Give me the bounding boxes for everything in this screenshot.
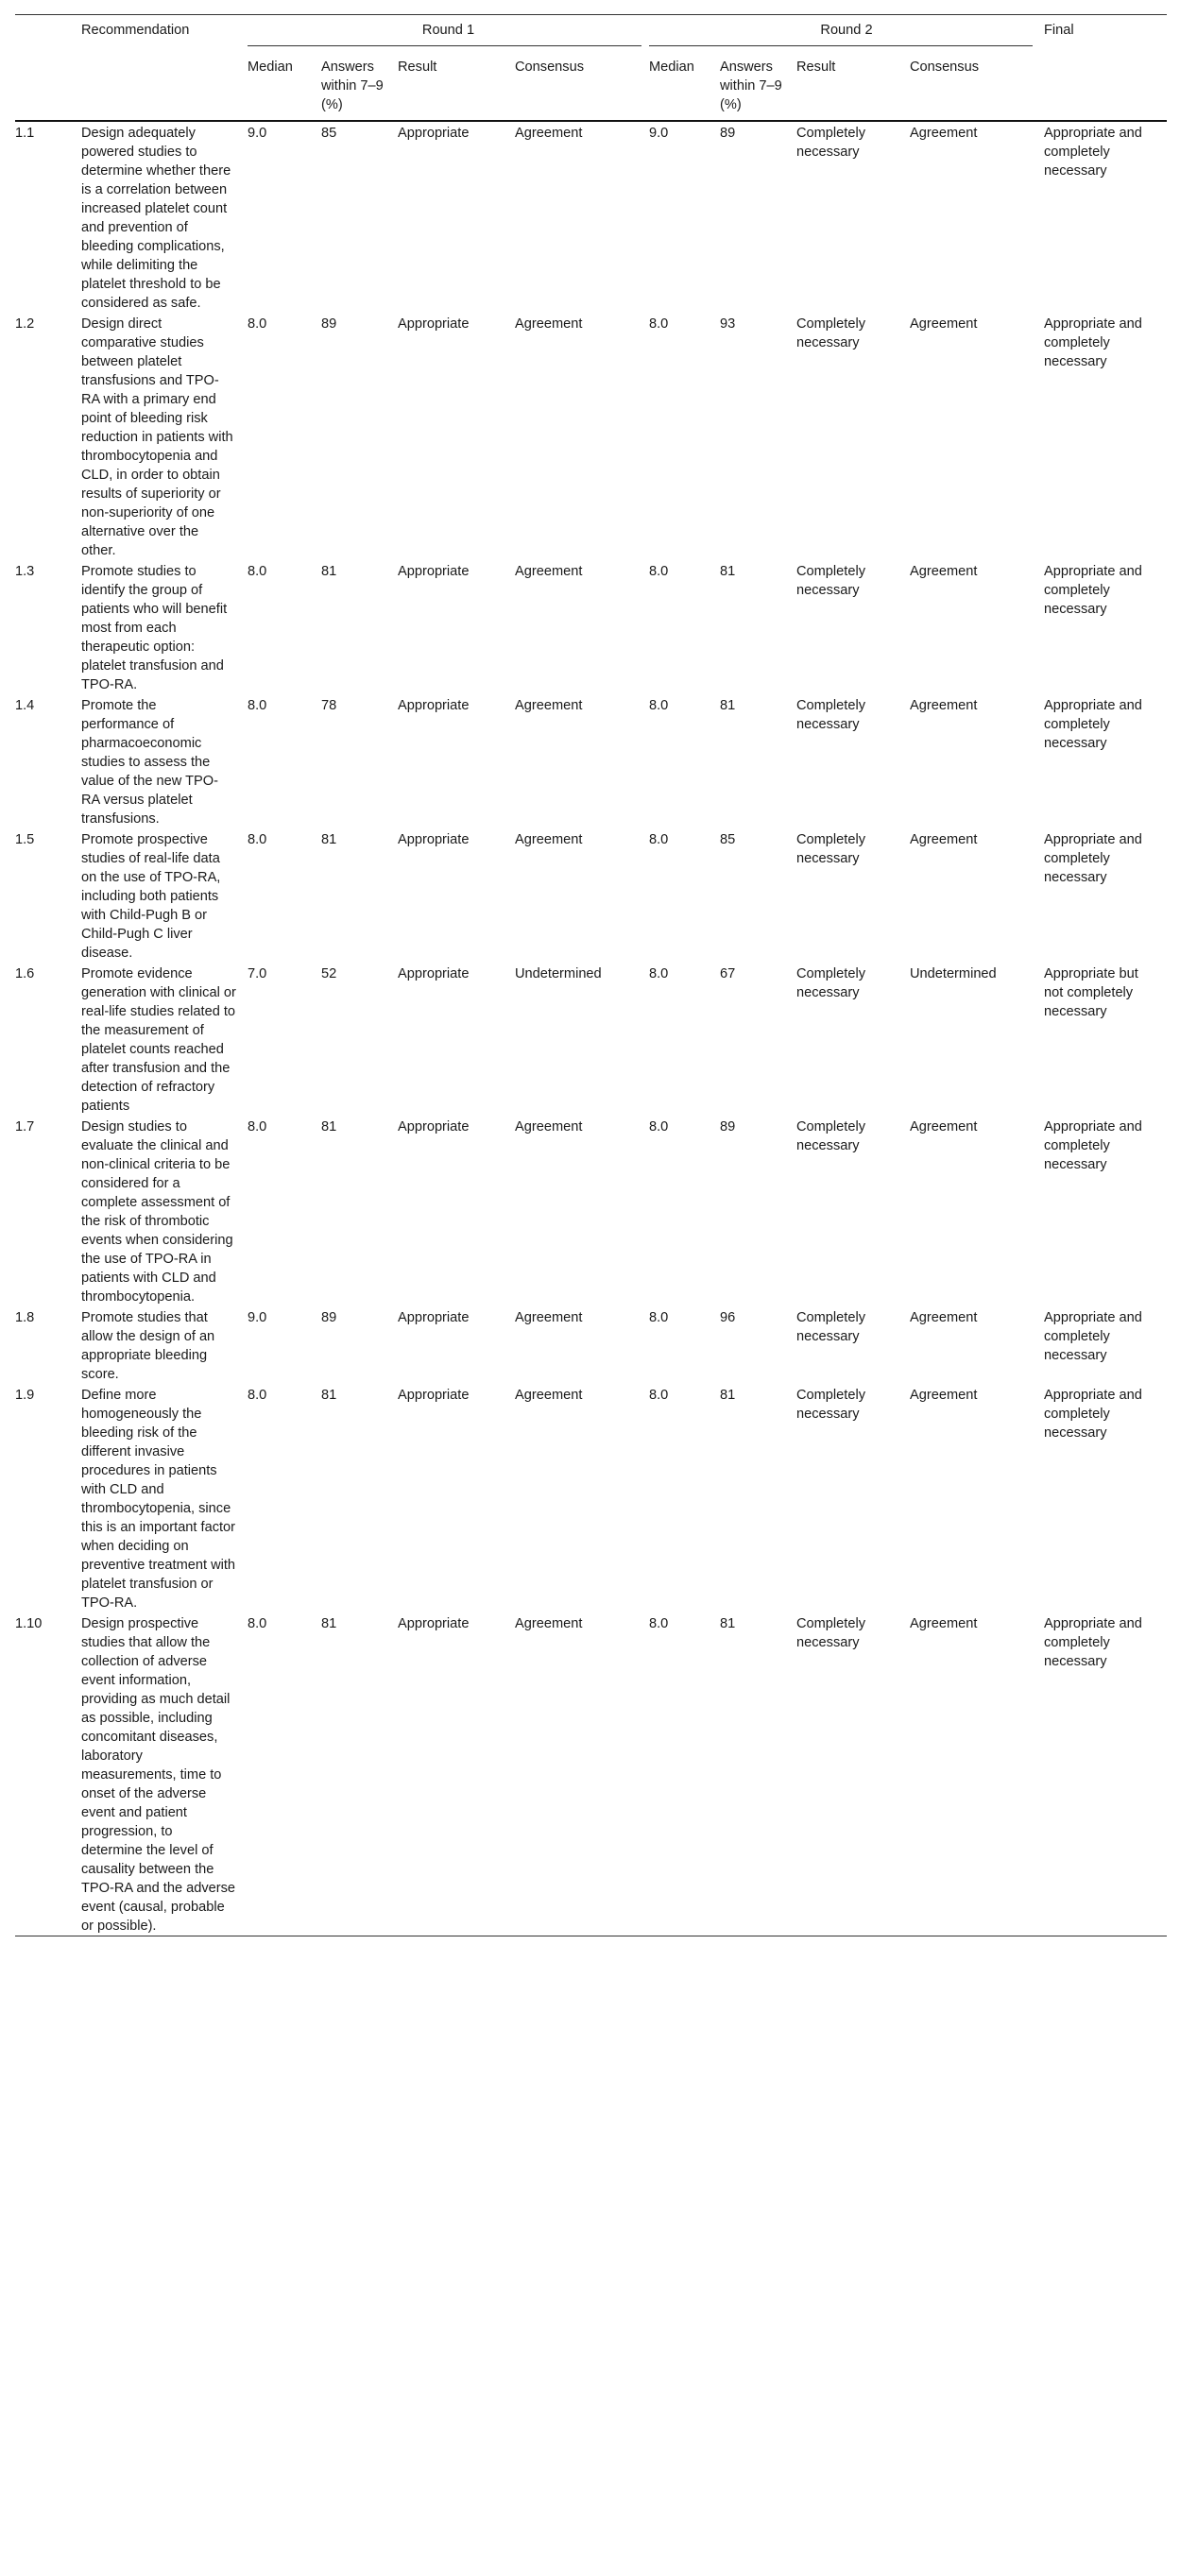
row-r2-consensus: Agreement bbox=[910, 1388, 978, 1403]
row-final: Appropriate and completely necessary bbox=[1044, 316, 1142, 369]
row-r1-consensus: Agreement bbox=[515, 1310, 583, 1325]
row-r1-consensus: Agreement bbox=[515, 564, 583, 579]
row-recommendation: Define more homogeneously the bleeding risk of the different invasive procedures in patients with CLD and thrombocytopenia, since this is an important factor when deciding on preventive treatment with platelet transfusion or TPO-RA. bbox=[81, 1388, 236, 1611]
row-r1-answers: 89 bbox=[321, 1310, 337, 1325]
row-r1-answers: 89 bbox=[321, 316, 337, 332]
row-r2-result: Completely necessary bbox=[796, 316, 865, 350]
row-r2-median: 8.0 bbox=[649, 1310, 669, 1325]
row-r1-result: Appropriate bbox=[398, 698, 470, 713]
header-r1-answers: Answers within 7–9 (%) bbox=[321, 60, 384, 112]
row-r1-median: 8.0 bbox=[248, 564, 267, 579]
row-r2-consensus: Agreement bbox=[910, 1616, 978, 1631]
table-row bbox=[15, 1384, 1167, 1612]
header-r2-answers: Answers within 7–9 (%) bbox=[720, 60, 782, 112]
row-r2-consensus: Agreement bbox=[910, 126, 978, 141]
header-r1-median: Median bbox=[248, 60, 293, 75]
row-recommendation: Promote the performance of pharmacoeconomic studies to assess the value of the new TPO-RA versus platelet transfusions. bbox=[81, 698, 218, 827]
row-r2-result: Completely necessary bbox=[796, 698, 865, 732]
row-r1-consensus: Agreement bbox=[515, 126, 583, 141]
row-r2-consensus: Agreement bbox=[910, 1119, 978, 1134]
row-r1-answers: 85 bbox=[321, 126, 337, 141]
row-recommendation: Promote studies that allow the design of an appropriate bleeding score. bbox=[81, 1310, 215, 1382]
row-r2-median: 8.0 bbox=[649, 316, 669, 332]
round2-divider bbox=[649, 40, 1033, 46]
table-row bbox=[15, 828, 1167, 963]
row-r2-result: Completely necessary bbox=[796, 966, 865, 1000]
row-r1-median: 9.0 bbox=[248, 1310, 267, 1325]
row-r1-median: 8.0 bbox=[248, 698, 267, 713]
row-final: Appropriate and completely necessary bbox=[1044, 1119, 1142, 1172]
row-r2-result: Completely necessary bbox=[796, 1310, 865, 1344]
row-final: Appropriate and completely necessary bbox=[1044, 1310, 1142, 1363]
subheader-blank-rec bbox=[81, 52, 248, 121]
row-r1-answers: 81 bbox=[321, 1616, 337, 1631]
row-final: Appropriate and completely necessary bbox=[1044, 1388, 1142, 1441]
row-r1-median: 7.0 bbox=[248, 966, 267, 981]
table-body bbox=[15, 121, 1167, 1936]
table-row bbox=[15, 313, 1167, 560]
row-r2-median: 8.0 bbox=[649, 698, 669, 713]
row-r2-answers: 89 bbox=[720, 1119, 736, 1134]
row-r1-consensus: Agreement bbox=[515, 1388, 583, 1403]
row-r1-answers: 81 bbox=[321, 1119, 337, 1134]
row-r2-median: 8.0 bbox=[649, 832, 669, 847]
row-r2-answers: 85 bbox=[720, 832, 736, 847]
row-r2-median: 8.0 bbox=[649, 1119, 669, 1134]
recommendations-table-wrapper bbox=[15, 14, 1167, 1936]
subheader-blank-id bbox=[15, 52, 81, 121]
header-round2: Round 2 bbox=[820, 23, 873, 38]
table-row bbox=[15, 1306, 1167, 1384]
row-r2-answers: 89 bbox=[720, 126, 736, 141]
header-r1-consensus: Consensus bbox=[515, 60, 585, 75]
row-r1-median: 8.0 bbox=[248, 316, 267, 332]
table-row bbox=[15, 121, 1167, 313]
row-r2-median: 8.0 bbox=[649, 1616, 669, 1631]
header-r2-result: Result bbox=[796, 60, 836, 75]
row-r2-answers: 81 bbox=[720, 564, 736, 579]
row-r1-median: 9.0 bbox=[248, 126, 267, 141]
row-r1-result: Appropriate bbox=[398, 126, 470, 141]
row-recommendation: Design adequately powered studies to determine whether there is a correlation between increased platelet count and prevention of bleeding complications, while delimiting the platelet threshold to be considered as safe. bbox=[81, 126, 231, 311]
row-r1-consensus: Undetermined bbox=[515, 966, 602, 981]
table-row bbox=[15, 694, 1167, 828]
row-r2-answers: 81 bbox=[720, 1616, 736, 1631]
row-r1-answers: 81 bbox=[321, 832, 337, 847]
row-id: 1.3 bbox=[15, 564, 35, 579]
row-r2-consensus: Agreement bbox=[910, 316, 978, 332]
row-r1-answers: 81 bbox=[321, 1388, 337, 1403]
row-r1-consensus: Agreement bbox=[515, 832, 583, 847]
row-id: 1.4 bbox=[15, 698, 35, 713]
row-r2-median: 8.0 bbox=[649, 564, 669, 579]
row-r1-result: Appropriate bbox=[398, 316, 470, 332]
recommendations-table bbox=[15, 14, 1167, 1936]
row-r1-consensus: Agreement bbox=[515, 316, 583, 332]
row-r2-result: Completely necessary bbox=[796, 832, 865, 866]
header-r2-consensus: Consensus bbox=[910, 60, 980, 75]
row-r2-answers: 93 bbox=[720, 316, 736, 332]
row-r1-consensus: Agreement bbox=[515, 1616, 583, 1631]
row-r1-median: 8.0 bbox=[248, 1616, 267, 1631]
row-r2-consensus: Agreement bbox=[910, 698, 978, 713]
table-header bbox=[15, 15, 1167, 122]
row-r1-answers: 78 bbox=[321, 698, 337, 713]
row-r2-answers: 67 bbox=[720, 966, 736, 981]
row-r1-result: Appropriate bbox=[398, 966, 470, 981]
row-id: 1.7 bbox=[15, 1119, 35, 1134]
header-r2-median: Median bbox=[649, 60, 694, 75]
row-r2-consensus: Undetermined bbox=[910, 966, 997, 981]
table-row bbox=[15, 560, 1167, 694]
row-final: Appropriate and completely necessary bbox=[1044, 126, 1142, 179]
row-id: 1.5 bbox=[15, 832, 35, 847]
header-id-blank bbox=[15, 15, 81, 53]
header-round2-group bbox=[649, 15, 1044, 53]
row-r2-result: Completely necessary bbox=[796, 1119, 865, 1153]
row-r2-result: Completely necessary bbox=[796, 1616, 865, 1650]
header-row-columns bbox=[15, 52, 1167, 121]
row-final: Appropriate and completely necessary bbox=[1044, 832, 1142, 885]
header-round1: Round 1 bbox=[421, 23, 475, 38]
row-final: Appropriate and completely necessary bbox=[1044, 1616, 1142, 1669]
row-r1-result: Appropriate bbox=[398, 832, 470, 847]
row-r1-consensus: Agreement bbox=[515, 698, 583, 713]
header-final: Final bbox=[1044, 23, 1074, 38]
row-recommendation: Design studies to evaluate the clinical and non-clinical criteria to be considered for a complete assessment of the risk of thrombotic events when considering the use of TPO-RA in patients with CLD and thrombocytopenia. bbox=[81, 1119, 233, 1305]
row-final: Appropriate but not completely necessary bbox=[1044, 966, 1138, 1019]
row-r1-result: Appropriate bbox=[398, 1388, 470, 1403]
row-r2-result: Completely necessary bbox=[796, 126, 865, 160]
row-r2-median: 9.0 bbox=[649, 126, 669, 141]
row-r1-median: 8.0 bbox=[248, 1388, 267, 1403]
row-r1-result: Appropriate bbox=[398, 564, 470, 579]
row-id: 1.6 bbox=[15, 966, 35, 981]
subheader-blank-final bbox=[1044, 52, 1167, 121]
row-recommendation: Design direct comparative studies between platelet transfusions and TPO-RA with a primary end point of bleeding risk reduction in patients with thrombocytopenia and CLD, in order to obtain results of superiority or non-superiority of one alternative over the other. bbox=[81, 316, 233, 558]
header-recommendation: Recommendation bbox=[81, 23, 190, 38]
row-r1-result: Appropriate bbox=[398, 1616, 470, 1631]
row-recommendation: Promote studies to identify the group of patients who will benefit most from each therapeutic option: platelet transfusion and TPO-RA. bbox=[81, 564, 228, 692]
row-r2-answers: 81 bbox=[720, 698, 736, 713]
table-row bbox=[15, 1612, 1167, 1936]
row-id: 1.9 bbox=[15, 1388, 35, 1403]
table-row bbox=[15, 1116, 1167, 1306]
row-recommendation: Promote evidence generation with clinical or real-life studies related to the measurement of platelet counts reached after transfusion and the detection of refractory patients bbox=[81, 966, 236, 1114]
row-r2-median: 8.0 bbox=[649, 1388, 669, 1403]
row-id: 1.2 bbox=[15, 316, 35, 332]
row-r1-median: 8.0 bbox=[248, 1119, 267, 1134]
row-r2-consensus: Agreement bbox=[910, 832, 978, 847]
row-recommendation: Design prospective studies that allow the collection of adverse event information, providing as much detail as possible, including concomitant diseases, laboratory measurements, time to onset of the adverse event and patient progression, to determine the level of causality between the TPO-RA and the adverse event (causal, probable or possible). bbox=[81, 1616, 236, 1934]
row-final: Appropriate and completely necessary bbox=[1044, 698, 1142, 751]
row-id: 1.1 bbox=[15, 126, 35, 141]
row-r1-answers: 81 bbox=[321, 564, 337, 579]
header-r1-result: Result bbox=[398, 60, 437, 75]
row-id: 1.8 bbox=[15, 1310, 35, 1325]
row-r2-answers: 81 bbox=[720, 1388, 736, 1403]
row-r2-median: 8.0 bbox=[649, 966, 669, 981]
row-r1-result: Appropriate bbox=[398, 1119, 470, 1134]
header-row-groups bbox=[15, 15, 1167, 53]
row-r1-consensus: Agreement bbox=[515, 1119, 583, 1134]
row-r2-result: Completely necessary bbox=[796, 1388, 865, 1422]
row-final: Appropriate and completely necessary bbox=[1044, 564, 1142, 617]
row-recommendation: Promote prospective studies of real-life data on the use of TPO-RA, including both patients with Child-Pugh B or Child-Pugh C liver disease. bbox=[81, 832, 221, 961]
row-r2-consensus: Agreement bbox=[910, 564, 978, 579]
table-row bbox=[15, 963, 1167, 1116]
row-r1-answers: 52 bbox=[321, 966, 337, 981]
row-r1-median: 8.0 bbox=[248, 832, 267, 847]
header-round1-group bbox=[248, 15, 649, 53]
round1-divider bbox=[248, 40, 641, 46]
row-r2-consensus: Agreement bbox=[910, 1310, 978, 1325]
row-r1-result: Appropriate bbox=[398, 1310, 470, 1325]
row-id: 1.10 bbox=[15, 1616, 43, 1631]
row-r2-result: Completely necessary bbox=[796, 564, 865, 598]
row-r2-answers: 96 bbox=[720, 1310, 736, 1325]
